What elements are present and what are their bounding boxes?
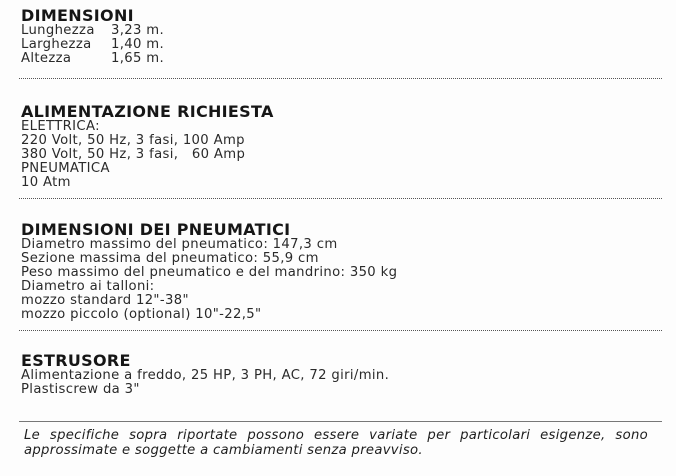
section-divider: [19, 330, 662, 331]
heading-alimentazione: ALIMENTAZIONE RICHIESTA: [21, 102, 274, 121]
pneumatici-line: Sezione massima del pneumatico: 55,9 cm: [21, 250, 319, 266]
pneumatici-line: Diametro ai talloni:: [21, 278, 155, 294]
estrusore-line: Alimentazione a freddo, 25 HP, 3 PH, AC, 72 giri/min.: [21, 368, 390, 383]
pneumatici-line: Diametro massimo del pneumatico: 147,3 cm: [21, 237, 338, 252]
section-divider: [19, 78, 662, 79]
alimentazione-line: ELETTRICA:: [21, 119, 100, 134]
section-divider: [19, 421, 662, 422]
alimentazione-line: 380 Volt, 50 Hz, 3 fasi, 60 Amp: [21, 146, 246, 162]
dimension-value: 3,23 m.: [111, 23, 165, 38]
disclaimer-note: Le specifiche sopra riportate possono essere variate per particolari esigenze, sono approssimate e soggette a cambiamenti senza preavviso.: [24, 428, 648, 458]
alimentazione-line: PNEUMATICA: [21, 160, 110, 176]
section-pneumatici: [21, 221, 661, 321]
alimentazione-line: 10 Atm: [21, 174, 71, 190]
alimentazione-line: 220 Volt, 50 Hz, 3 fasi, 100 Amp: [21, 132, 245, 148]
heading-pneumatici: DIMENSIONI DEI PNEUMATICI: [21, 220, 291, 239]
heading-dimensioni: DIMENSIONI: [21, 6, 134, 25]
dimension-row-altezza: [21, 52, 661, 66]
pneumatici-line: mozzo piccolo (optional) 10"-22,5": [21, 306, 262, 322]
dimension-value: 1,40 m.: [111, 36, 165, 52]
estrusore-line: Plastiscrew da 3": [21, 381, 140, 397]
dimension-row-lunghezza: [21, 24, 661, 38]
section-dimensioni: [21, 7, 661, 66]
section-alimentazione: [21, 103, 661, 190]
section-divider: [19, 198, 662, 199]
dimension-label: Altezza: [21, 50, 72, 66]
heading-estrusore: ESTRUSORE: [21, 351, 131, 370]
dimension-row-larghezza: [21, 38, 661, 52]
pneumatici-line: mozzo standard 12"-38": [21, 292, 189, 308]
dimension-label: Larghezza: [21, 36, 92, 52]
dimension-value: 1,65 m.: [111, 50, 165, 66]
section-estrusore: [21, 352, 661, 397]
dimension-label: Lunghezza: [21, 23, 95, 38]
pneumatici-line: Peso massimo del pneumatico e del mandrino: 350 kg: [21, 264, 398, 280]
